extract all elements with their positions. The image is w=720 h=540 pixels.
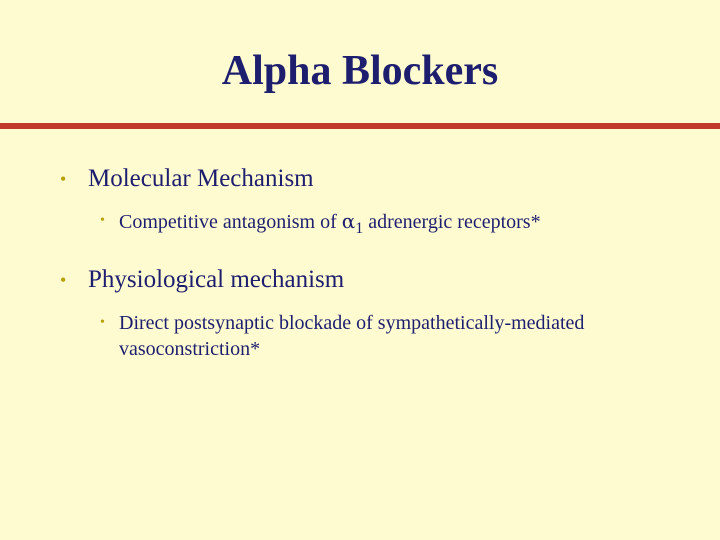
title-divider <box>0 123 720 129</box>
bullet-heading: Physiological mechanism <box>88 266 345 293</box>
text-suffix: adrenergic receptors* <box>363 211 541 233</box>
bullet-molecular-mechanism <box>60 164 314 194</box>
bullet-icon: • <box>100 315 105 330</box>
subscript: 1 <box>355 220 364 237</box>
slide-title: Alpha Blockers <box>221 48 499 94</box>
bullet-icon: • <box>60 169 67 189</box>
bullet-icon: • <box>100 213 105 228</box>
sub-bullet-postsynaptic-blockade <box>100 310 620 362</box>
alpha-symbol: α <box>341 209 356 233</box>
bullet-icon: • <box>60 270 67 290</box>
sub-bullet-text <box>119 208 680 235</box>
bullet-physiological-mechanism <box>60 265 344 295</box>
bullet-heading: Molecular Mechanism <box>88 165 314 192</box>
text-prefix: Competitive antagonism of <box>119 211 342 233</box>
sub-bullet-text: Direct postsynaptic blockade of sympathetically-mediated vasoconstriction* <box>119 312 585 360</box>
sub-bullet-competitive-antagonism <box>100 208 680 235</box>
